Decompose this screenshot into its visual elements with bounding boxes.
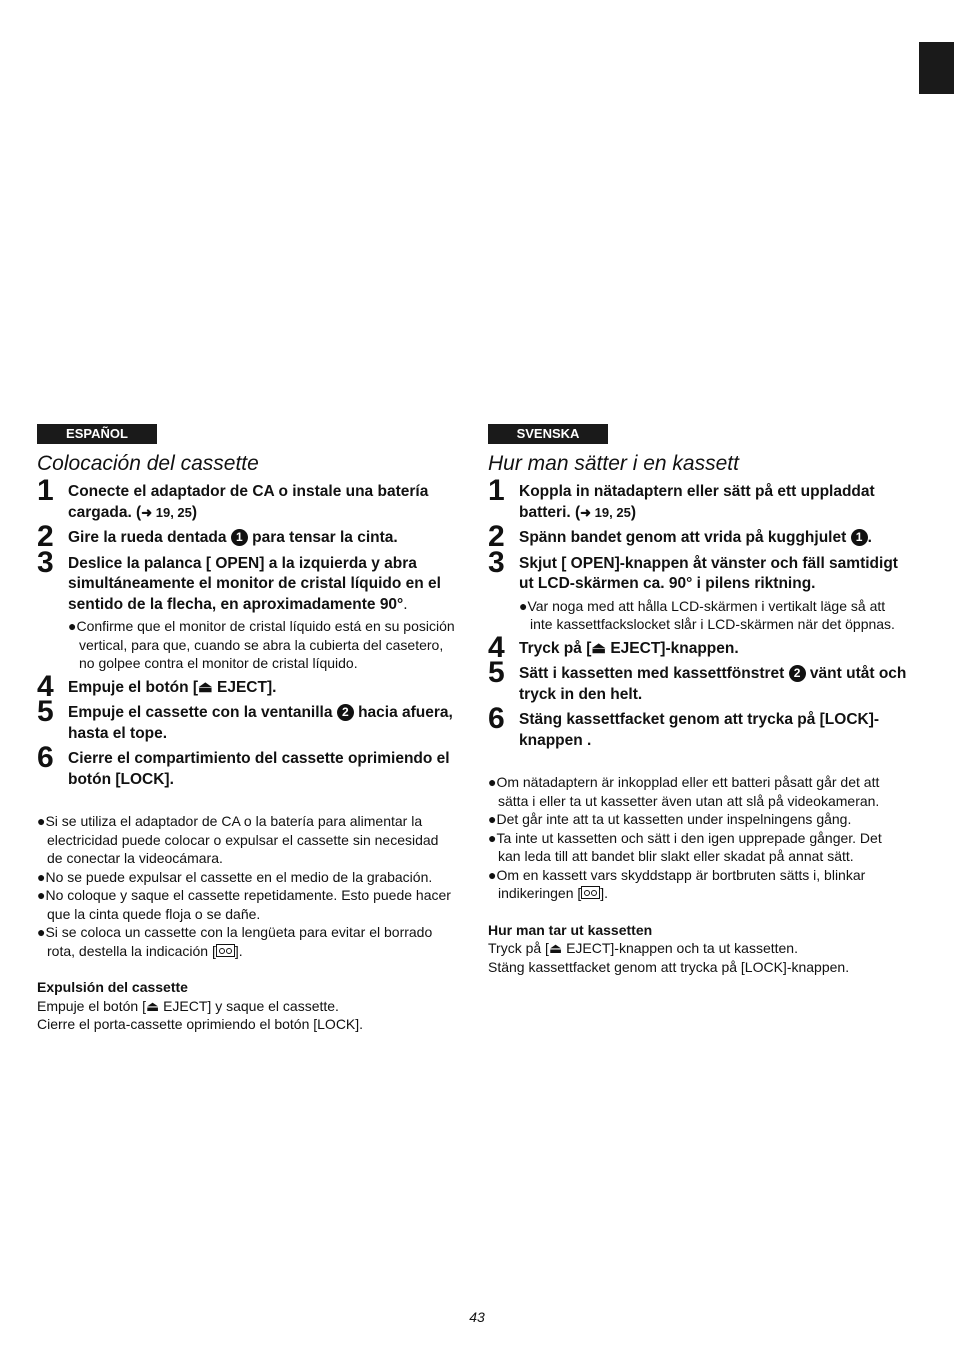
step-4 bbox=[488, 630, 908, 664]
note bbox=[37, 923, 457, 960]
eject-text-end: EJECT] y saque el cassette. bbox=[163, 997, 339, 1014]
step-number: 3 bbox=[37, 545, 54, 579]
section-tab bbox=[919, 42, 954, 94]
language-label: ESPAÑOL bbox=[37, 424, 157, 444]
circled-number-1: 1 bbox=[851, 529, 868, 546]
step-number: 2 bbox=[37, 520, 54, 553]
note: ●Om nätadaptern är inkopplad eller ett batteri påsatt går det att sätta i eller ta ut kassetter även utan att slå på videokameran. bbox=[488, 774, 880, 809]
step-text: Koppla in nätadaptern eller sätt på ett uppladdat batteri. ( bbox=[519, 483, 875, 521]
paren: ) bbox=[630, 503, 636, 521]
note: ●No coloque y saque el cassette repetidamente. Esto puede hacer que la cinta quede floja o se dañe. bbox=[37, 887, 451, 922]
step-text-end: EJECT]. bbox=[217, 678, 277, 696]
step-text: Tryck på [ bbox=[519, 639, 592, 657]
page-reference: ➜ 19, 25 bbox=[580, 504, 631, 520]
cassette-icon bbox=[216, 944, 235, 957]
step-note: ●Confirme que el monitor de cristal líquido está en su posición vertical, para que, cuando se abra la cubierta del casetero, no golpee contra el monitor de cristal líquido. bbox=[68, 618, 455, 671]
step-text: Sätt i kassetten med kassettfönstret bbox=[519, 665, 789, 682]
step-text: Stäng kassettfacket genom att trycka på [LOCK]-knappen . bbox=[519, 711, 880, 749]
note-text-end: ]. bbox=[600, 885, 609, 901]
paren: ) bbox=[191, 503, 198, 521]
step-2 bbox=[37, 520, 457, 553]
note-text: ●Om en kassett vars skyddstapp är bortbruten sätts i, blinkar indikeringen [ bbox=[488, 866, 866, 901]
notes bbox=[488, 773, 908, 903]
note: ●Si se utiliza el adaptador de CA o la batería para alimentar la electricidad puede colocar o expulsar el cassette sin necesidad de conectar la videocámara. bbox=[37, 813, 439, 866]
page-number: 43 bbox=[469, 1309, 485, 1325]
note: ●Det går inte att ta ut kassetten under inspelningens gång. bbox=[488, 811, 852, 827]
page-reference: ➜ 19, 25 bbox=[141, 504, 192, 520]
section-title: Hur man sätter i en kassett bbox=[488, 452, 739, 475]
note: ●Ta inte ut kassetten och sätt i den igen upprepade gånger. Det kan leda till att bandet blir slakt eller skadat på annat sätt. bbox=[488, 829, 882, 864]
step-text-end: para tensar la cinta. bbox=[247, 529, 398, 546]
step-number: 2 bbox=[488, 520, 505, 553]
eject-heading: Expulsión del cassette bbox=[37, 979, 188, 995]
language-label: SVENSKA bbox=[488, 424, 608, 444]
circled-number-2: 2 bbox=[337, 704, 354, 721]
eject-heading: Hur man tar ut kassetten bbox=[488, 921, 653, 938]
eject-text: Tryck på [ bbox=[488, 940, 549, 956]
step-text: Gire la rueda dentada bbox=[68, 529, 231, 546]
column-svenska bbox=[488, 424, 908, 976]
step-number: 4 bbox=[37, 669, 54, 703]
step-text-end: vänt utåt och tryck in den helt. bbox=[519, 665, 907, 703]
step-number: 3 bbox=[488, 545, 505, 579]
note-text-end: ]. bbox=[234, 942, 243, 959]
step-text: Spänn bandet genom att vrida på kugghjulet bbox=[519, 529, 851, 546]
step-text-end: . bbox=[867, 529, 872, 546]
step-1 bbox=[37, 474, 457, 523]
eject-icon: ⏏ bbox=[591, 639, 607, 657]
step-text: Cierre el compartimiento del cassette oprimiendo el botón [LOCK]. bbox=[68, 750, 450, 788]
step-number: 4 bbox=[488, 630, 505, 664]
step-number: 6 bbox=[37, 741, 54, 774]
step-1 bbox=[488, 474, 908, 523]
step-6 bbox=[488, 702, 908, 751]
eject-text-end: EJECT]-knappen och ta ut kassetten. bbox=[566, 940, 798, 956]
eject-line bbox=[488, 939, 908, 958]
cassette-icon bbox=[581, 886, 600, 899]
step-text-end: EJECT]-knappen. bbox=[610, 639, 739, 657]
eject-icon: ⏏ bbox=[548, 940, 563, 956]
step-text: Conecte el adaptador de CA o instale una batería cargada. ( bbox=[68, 483, 429, 521]
step-text: Deslice la palanca [ OPEN] a la izquierda y abra simultáneamente el monitor de cristal líquido en el sentido de la flecha, en aproximadamente 90° bbox=[68, 554, 441, 613]
eject-line: Stäng kassettfacket genom att trycka på [LOCK]-knappen. bbox=[488, 958, 850, 975]
circled-number-2: 2 bbox=[789, 665, 806, 682]
step-number: 1 bbox=[488, 474, 505, 507]
step-number: 6 bbox=[488, 702, 505, 735]
section-title: Colocación del cassette bbox=[37, 452, 259, 475]
note: ●No se puede expulsar el cassette en el medio de la grabación. bbox=[37, 868, 433, 885]
step-5 bbox=[37, 695, 457, 744]
step-3 bbox=[488, 545, 908, 634]
step-note: ●Var noga med att hålla LCD-skärmen i vertikalt läge så att inte kassettfackslocket slår i LCD-skärmen när det öppnas. bbox=[519, 597, 895, 632]
step-5 bbox=[488, 656, 908, 705]
step-3 bbox=[37, 545, 457, 673]
notes bbox=[37, 812, 457, 960]
step-4 bbox=[37, 669, 457, 703]
step-number: 5 bbox=[37, 695, 54, 728]
eject-icon: ⏏ bbox=[198, 678, 213, 696]
eject-icon: ⏏ bbox=[145, 997, 160, 1014]
eject-text: Empuje el botón [ bbox=[37, 997, 146, 1014]
step-text: Empuje el cassette con la ventanilla bbox=[68, 704, 337, 721]
eject-line bbox=[37, 997, 457, 1016]
column-espanol bbox=[37, 424, 457, 1034]
step-number: 5 bbox=[488, 656, 505, 689]
note-text: ●Si se coloca un cassette con la lengüeta para evitar el borrado rota, destella la indicación [ bbox=[37, 924, 433, 959]
step-text: Skjut [ OPEN]-knappen åt vänster och fäll samtidigt ut LCD-skärmen ca. 90° i pilens riktning. bbox=[519, 554, 898, 592]
step-text: Empuje el botón [ bbox=[68, 678, 199, 696]
eject-line: Cierre el porta-cassette oprimiendo el botón [LOCK]. bbox=[37, 1016, 364, 1032]
step-number: 1 bbox=[37, 474, 54, 507]
note bbox=[488, 866, 908, 903]
step-2 bbox=[488, 520, 908, 553]
step-6 bbox=[37, 741, 457, 790]
period: . bbox=[403, 595, 408, 613]
step-text-end: hacia afuera, hasta el tope. bbox=[68, 704, 453, 742]
circled-number-1: 1 bbox=[231, 529, 248, 546]
